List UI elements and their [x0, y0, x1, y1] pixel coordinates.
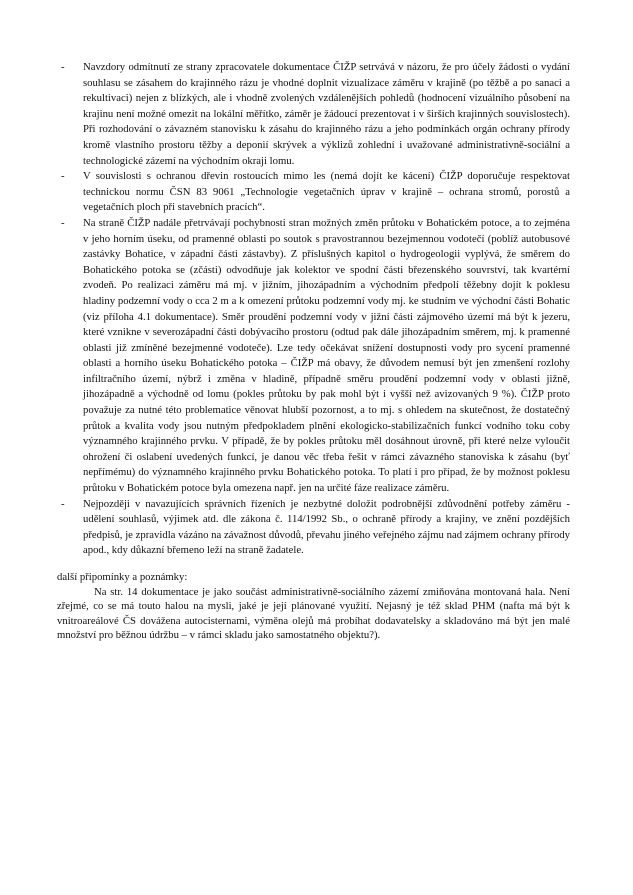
section-gap	[57, 559, 570, 570]
bullet-dash: -	[61, 497, 65, 510]
bullet-dash: -	[61, 170, 65, 183]
section-heading: další připomínky a poznámky:	[57, 571, 188, 583]
bullet-text: Nejpozději v navazujících správních řízeních je nezbytné doložit podrobnější zdůvodnění potřeby záměru - udělení souhlasů, výjimek atd. dle zákona č. 114/1992 Sb., o ochraně přírody a krajiny, ve znění pozdějších předpisů, je zpravidla vázáno na závažnost důvodů, převahu jiného veřejného zájmu nad zájmem ochrany přírody apod., kdy důkazní břemeno leží na straně žadatele.	[83, 497, 570, 557]
body-paragraph: Na str. 14 dokumentace je jako součást administrativně-sociálního zázemí zmiňována montovaná hala. Není zřejmé, co se má touto halou na mysli, jaké je její plánované využití. Nejasný je též sklad PHM (nafta má být k vnitroareálové ČS dovážena autocisternami, výměna olejů má probíhat dodavatelsky a skladováno má být jen malé množství pro běžnou údržbu – v rámci skladu jako samostatného objektu?).	[57, 585, 570, 641]
bullet-dash: -	[61, 61, 65, 73]
bullet-text: V souvislosti s ochranou dřevin rostoucích mimo les (nemá dojít ke kácení) ČIŽP doporučuje respektovat technickou normu ČSN 83 9061 „Technologie vegetačních úprav v krajině – ochrana stromů, porostů a vegetačních ploch při stavebních pracích“.	[83, 170, 570, 214]
bullet-text: Na straně ČIŽP nadále přetrvávají pochybnosti stran možných změn průtoku v Bohatickém potoce, a to zejména v jeho horním úseku, od pramenné oblasti po soutok s pravostrannou bezejmennou vodotečí (poblíž autobusové zastávky Bohatice, v západní části zástavby). Z příslušných kapitol o hydrogeologii vyplývá, že směrem do Bohatického potoka se (zčásti) odvodňuje jak kolektor ve spodní části březenského souvrství, tak kvartérní zvodeň. Po realizaci záměru má mj. v jižním, jihozápadním a východním předpolí těžebny dojít k poklesu hladiny podzemní vody o cca 2 m a k omezení průtoku podzemní vody mj. ke studním ve východní části Bohatic (viz příloha 4.1 dokumentace). Směr proudění podzemní vody v jižní části zájmového území má být k jezeru, které vznikne v severozápadní části dobývacího prostoru (odtud pak dále jihozápadním směrem, mj. k pramenné oblasti již zmíněné bezejmenné vodoteče). Lze tedy očekávat snížení dostupnosti vody pro sycení pramenné oblasti a horního úseku Bohatického potoka – ČIŽP má obavy, že důvodem nemusí být jen zmenšení rozlohy infiltračního území, nýbrž i změna v hladině, případně směru proudění podzemní vody v oblasti jižně, jihozápadně a východně od lomu (pokles průtoku by pak mohl být i vyšší než avizovaných 9 %). ČIŽP proto považuje za nutné této problematice věnovat hlubší pozornost, a to mj. s ohledem na skutečnost, že dostatečný průtok a kvalita vody jsou nutným předpokladem plnění ekologicko-stabilizačních funkcí vodního toku coby významného krajinného prvku. V případě, že by pokles průtoku měl dosáhnout úrovně, při které nelze vyloučit ohrožení či oslabení uvedených funkcí, je danou věc třeba řešit v rámci závazného stanoviska k zásahu (byť nepřímému) do významného krajinného prvku Bohatického potoka. To platí i pro případ, že by možnost poklesu průtoku v Bohatickém potoce byla omezena např. jen na určité fáze realizace záměru.	[83, 216, 570, 495]
list-item	[57, 216, 570, 497]
list-item	[57, 497, 570, 559]
bullet-dash: -	[61, 216, 65, 229]
comment-list	[57, 60, 570, 559]
list-item	[57, 60, 570, 169]
bullet-text: Navzdory odmítnutí ze strany zpracovatele dokumentace ČIŽP setrvává v názoru, že pro účely žádosti o vydání souhlasu se zásahem do krajinného rázu je vhodné doplnit vizualizace záměru v krajině (po těžbě a po sanaci a rekultivaci) nejen z blízkých, ale i vhodně zvolených vzdálenějších pohledů (hodnocení vizuálního působení na krajinu není možné omezit na lokální měřítko, záměr je žádoucí prezentovat i v širších krajinných souvislostech). Při rozhodování o závazném stanovisku k zásahu do krajinného rázu a jeho podmínkách orgán ochrany přírody kromě vlastního prostoru těžby a deponií skrývek a výklizů zohlední i uvažované administrativně-sociální a technologické zázemí na východním okraji lomu.	[83, 61, 570, 167]
list-item	[57, 169, 570, 216]
